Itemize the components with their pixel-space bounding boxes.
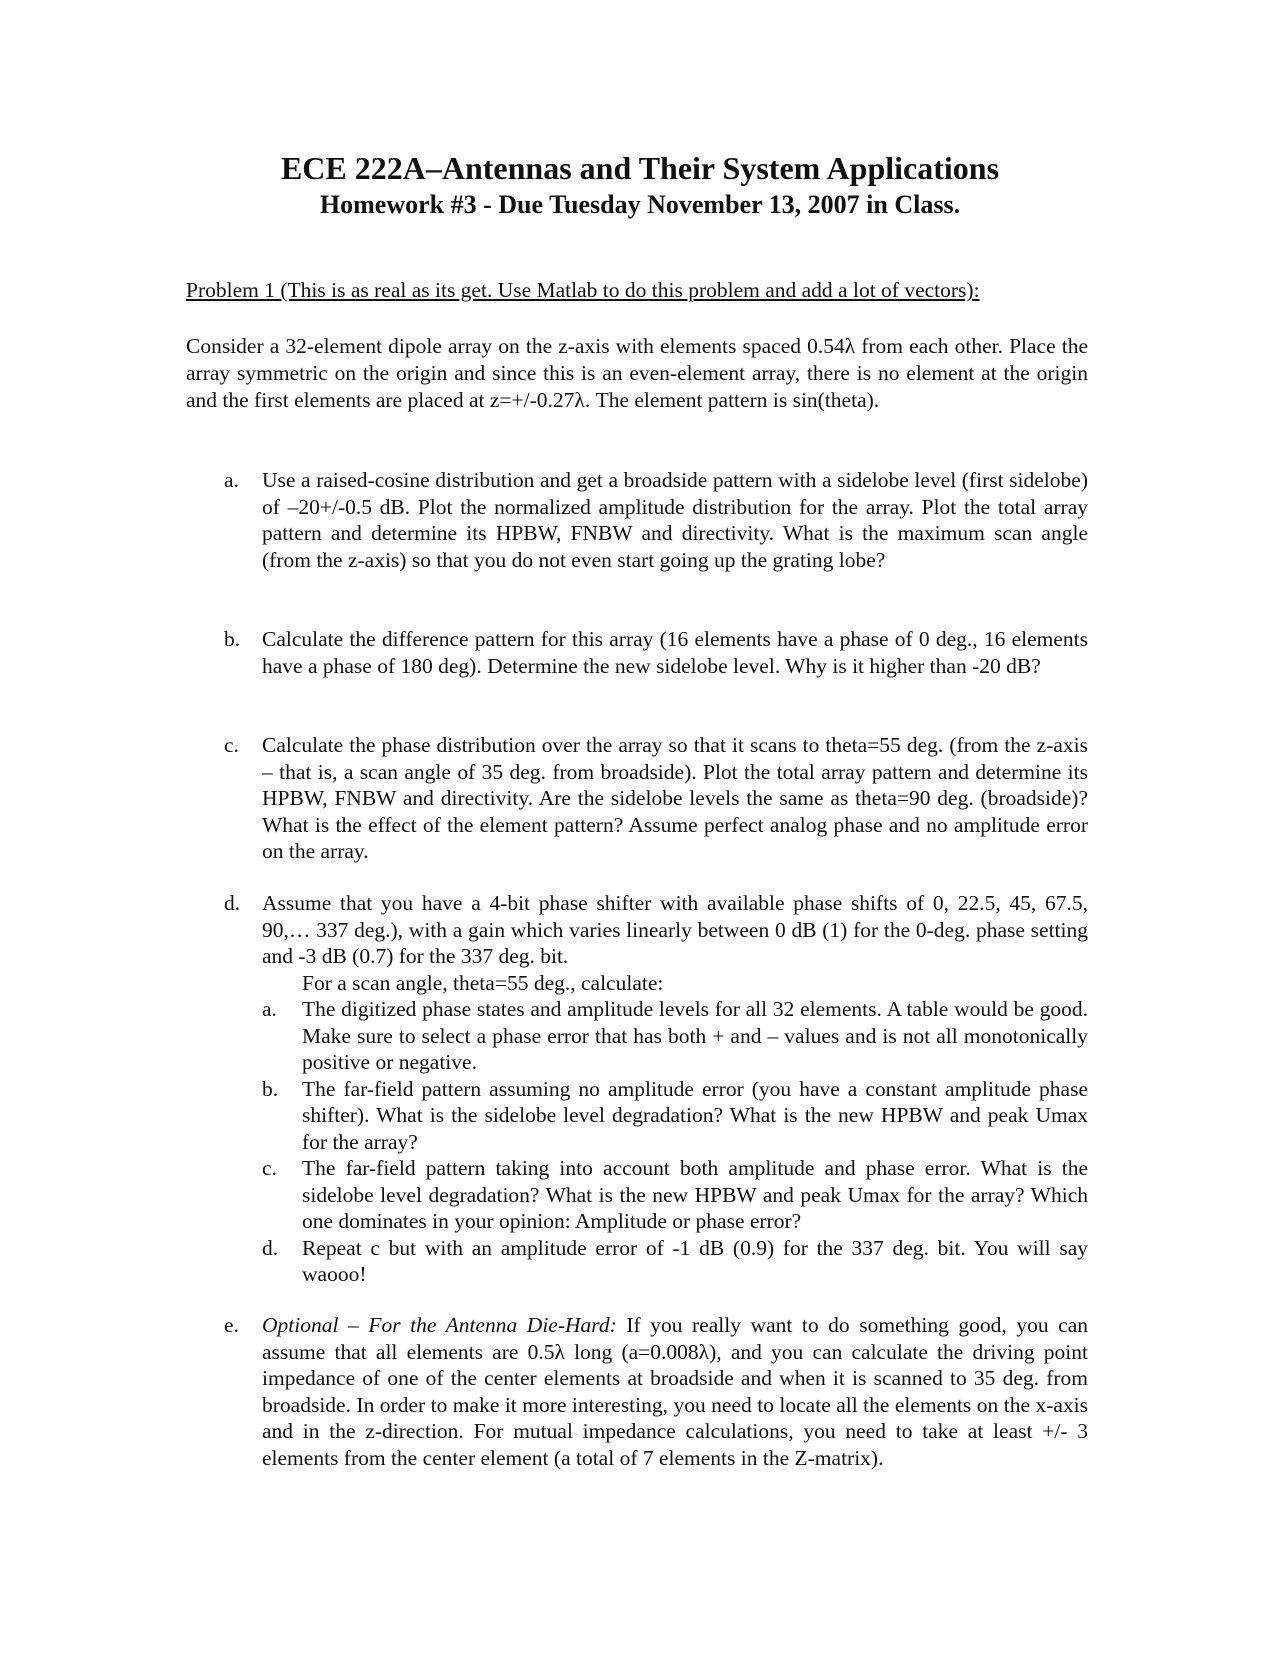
subitem-text: Repeat c but with an amplitude error of -1 dB (0.9) for the 337 deg. bit. You will say waooo! [302, 1235, 1088, 1286]
item-b [186, 626, 1088, 679]
item-text: Calculate the phase distribution over the array so that it scans to theta=55 deg. (from the z-axis – that is, a scan angle of 35 deg. from broadside). Plot the total array pattern and determine its HPBW, FNBW and directivity. Are the sidelobe levels the same as theta=90 deg. (broadside)? What is the effect of the element pattern? Assume perfect analog phase and no amplitude error on the array. [262, 733, 1088, 863]
item-text [262, 1312, 1088, 1471]
subitem-label: d. [262, 1235, 279, 1260]
item-e [186, 1312, 1088, 1471]
subitem-label: c. [262, 1156, 277, 1180]
subitem-a [262, 996, 1088, 1076]
subitem-text: The far-field pattern assuming no amplitude error (you have a constant amplitude phase shifter). What is the sidelobe level degradation? What is the new HPBW and peak Umax for the array? [302, 1076, 1088, 1154]
optional-text: If you really want to do something good, you can assume that all elements are 0.5λ long (a=0.008λ), and you can calculate the driving point impedance of one of the center elements at broadside and when it is scanned to 35 deg. from broadside. In order to make it more interesting, you need to locate all the elements on the x-axis and in the z-direction. For mutual impedance calculations, you need to take at least +/- 3 elements from the center element (a total of 7 elements in the Z-matrix). [262, 1313, 1088, 1470]
subitem-c [262, 1155, 1088, 1235]
item-a [186, 467, 1088, 573]
subitem-d [262, 1235, 1088, 1288]
subitem-b [262, 1076, 1088, 1156]
item-label: d. [224, 891, 241, 915]
item-label: c. [224, 733, 239, 757]
item-label: b. [224, 627, 241, 651]
subitem-text: The digitized phase states and amplitude levels for all 32 elements. A table would be good. Make sure to select a phase error that has both + and – values and is not all monotonically positive or negative. [302, 997, 1088, 1074]
subitem-label: b. [262, 1076, 279, 1101]
item-text: Assume that you have a 4-bit phase shifter with available phase shifts of 0, 22.5, 45, 67.5, 90,… 337 deg.), with a gain which varies linearly between 0 dB (1) for the 0-deg. phase setting and -3 dB (0.7) for the 337 deg. bit. [262, 891, 1088, 968]
item-d [186, 890, 1088, 1288]
item-label: a. [224, 468, 239, 492]
item-label: e. [224, 1313, 239, 1337]
subitem-label: a. [262, 997, 277, 1021]
problem-intro: Consider a 32-element dipole array on the z-axis with elements spaced 0.54λ from each other. Place the array symmetric on the origin and since this is an even-element array, there is no element at the origin and the first elements are placed at z=+/-0.27λ. The element pattern is sin(theta). [186, 334, 1088, 412]
document-subtitle: Homework #3 - Due Tuesday November 13, 2007 in Class. [319, 190, 961, 219]
item-text: Calculate the difference pattern for this array (16 elements have a phase of 0 deg., 16 elements have a phase of 180 deg). Determine the new sidelobe level. Why is it higher than -20 dB? [262, 627, 1088, 678]
subitem-text: The far-field pattern taking into account both amplitude and phase error. What is the sidelobe level degradation? What is the new HPBW and peak Umax for the array? Which one dominates in your opinion: Amplitude or phase error? [302, 1156, 1088, 1233]
scan-angle-line: For a scan angle, theta=55 deg., calculate: [302, 970, 664, 995]
document-title: ECE 222A–Antennas and Their System Applications [280, 150, 1000, 186]
item-c [186, 732, 1088, 865]
item-text: Use a raised-cosine distribution and get a broadside pattern with a sidelobe level (first sidelobe) of –20+/-0.5 dB. Plot the normalized amplitude distribution for the array. Plot the total array pattern and determine its HPBW, FNBW and directivity. What is the maximum scan angle (from the z-axis) so that you do not even start going up the grating lobe? [262, 468, 1088, 572]
optional-lead: Optional – For the Antenna Die-Hard: [262, 1313, 617, 1337]
problem-heading: Problem 1 (This is as real as its get. Use Matlab to do this problem and add a lot of vectors): [186, 278, 980, 302]
